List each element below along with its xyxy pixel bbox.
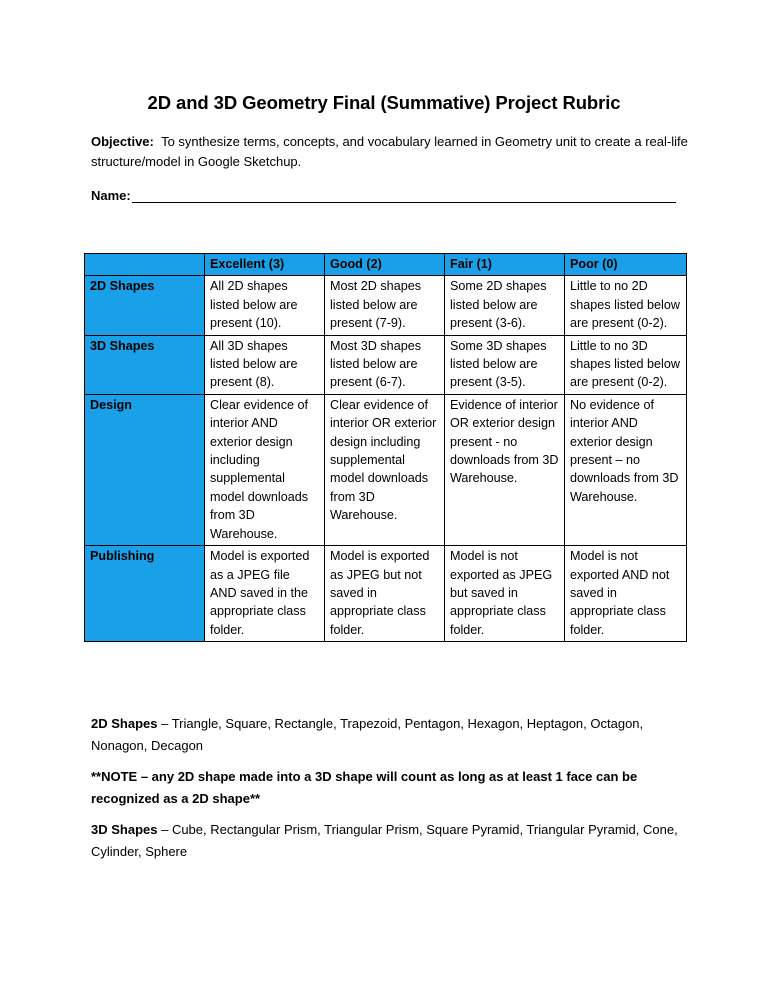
page-title: 2D and 3D Geometry Final (Summative) Project Rubric [147,92,621,113]
conversion-note [91,766,691,810]
shapes-3d-note [91,819,691,863]
shapes-3d-list: – Cube, Rectangular Prism, Triangular Prism, Square Pyramid, Triangular Pyramid, Cone, Cylinder, Sphere [91,822,678,859]
table-header-cell: Fair (1) [445,254,565,276]
shapes-2d-note [91,713,691,757]
name-label: Name: [91,188,131,203]
objective-label: Objective: [91,134,154,149]
table-row [85,394,687,545]
shapes-2d-label: 2D Shapes [91,716,158,731]
rubric-header-row [85,254,687,276]
name-blank-line [132,188,676,203]
table-cell: Little to no 3D shapes listed below are present (0-2). [565,335,687,394]
table-row [85,276,687,335]
notes-section [91,713,691,872]
table-cell: Model is not exported as JPEG but saved in appropriate class folder. [445,546,565,642]
table-row [85,335,687,394]
objective [91,132,691,172]
table-header-cell [85,254,205,276]
table-cell: Model is exported as a JPEG file AND saved in the appropriate class folder. [205,546,325,642]
row-header: 3D Shapes [85,335,205,394]
table-cell: All 2D shapes listed below are present (10). [205,276,325,335]
table-header-cell: Poor (0) [565,254,687,276]
table-cell: Most 2D shapes listed below are present (7-9). [325,276,445,335]
conversion-note-text: **NOTE – any 2D shape made into a 3D shape will count as long as at least 1 face can be recognized as a 2D shape** [91,769,638,806]
shapes-3d-label: 3D Shapes [91,822,158,837]
table-cell: Model is exported as JPEG but not saved in appropriate class folder. [325,546,445,642]
row-header: Publishing [85,546,205,642]
table-cell: Little to no 2D shapes listed below are present (0-2). [565,276,687,335]
table-cell: No evidence of interior AND exterior design present – no downloads from 3D Warehouse. [565,394,687,545]
shapes-2d-list: – Triangle, Square, Rectangle, Trapezoid, Pentagon, Hexagon, Heptagon, Octagon, Nonagon, Decagon [91,716,644,753]
table-row [85,546,687,642]
row-header: Design [85,394,205,545]
name-field [91,188,676,203]
table-cell: Some 2D shapes listed below are present (3-6). [445,276,565,335]
table-cell: Model is not exported AND not saved in appropriate class folder. [565,546,687,642]
table-cell: All 3D shapes listed below are present (8). [205,335,325,394]
table-cell: Clear evidence of interior OR exterior design including supplemental model downloads from 3D Warehouse. [325,394,445,545]
table-header-cell: Good (2) [325,254,445,276]
rubric-table [84,253,687,642]
table-cell: Some 3D shapes listed below are present (3-5). [445,335,565,394]
objective-text: To synthesize terms, concepts, and vocabulary learned in Geometry unit to create a real-life structure/model in Google Sketchup. [91,134,688,169]
table-cell: Evidence of interior OR exterior design present - no downloads from 3D Warehouse. [445,394,565,545]
row-header: 2D Shapes [85,276,205,335]
table-cell: Most 3D shapes listed below are present (6-7). [325,335,445,394]
table-header-cell: Excellent (3) [205,254,325,276]
table-cell: Clear evidence of interior AND exterior design including supplemental model downloads from 3D Warehouse. [205,394,325,545]
